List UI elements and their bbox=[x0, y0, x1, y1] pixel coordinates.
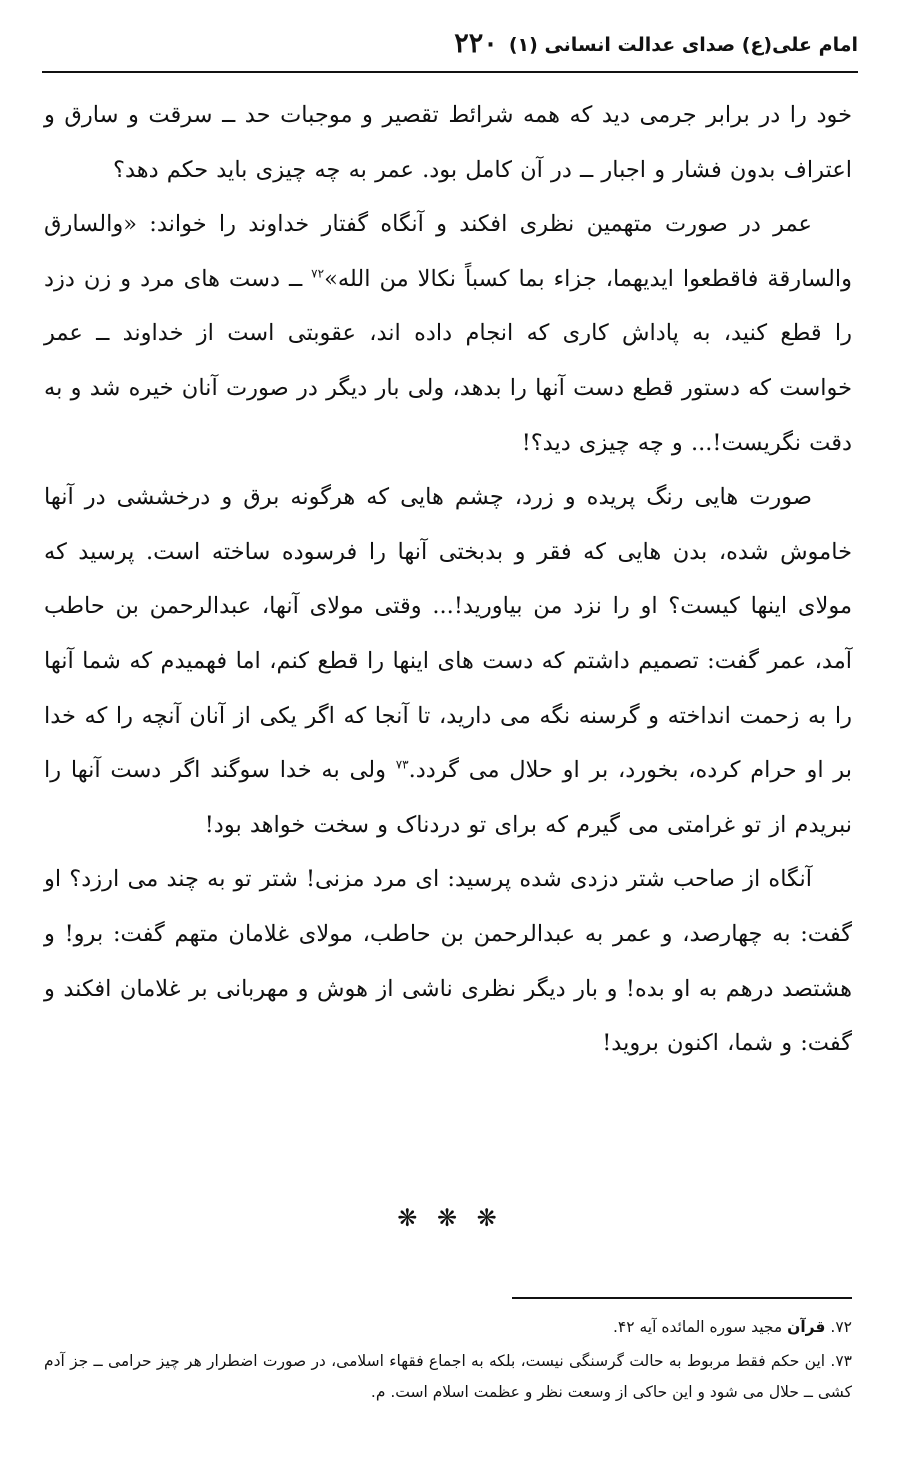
footnote-72-text: مجید سوره المائده آیه ۴۲. bbox=[612, 1318, 788, 1336]
paragraph-3-text-end: ولی به خدا سوگند اگر دست آنها را نبریدم از تو غرامتی می گیرم که برای تو دردناک و سخت خواهد بود! bbox=[44, 757, 852, 838]
paragraph-2-text-start: عمر در صورت متهمین نظری افکند و آنگاه گفتار خداوند را خواند: «والسارق والسارقة فاقطعوا ایدیهما، جزاء بما کسباً نکالا من الله» bbox=[44, 211, 852, 292]
footnotes bbox=[44, 1312, 852, 1411]
paragraph-4 bbox=[44, 852, 852, 1070]
footnote-72 bbox=[44, 1312, 852, 1343]
footnote-73-number: ۷۳. bbox=[830, 1352, 852, 1370]
main-text bbox=[44, 88, 852, 1071]
footnote-ref-73: ۷۳ bbox=[395, 757, 409, 772]
running-title: امام علی(ع) صدای عدالت انسانی (۱) bbox=[508, 34, 858, 56]
paragraph-2 bbox=[44, 197, 852, 470]
footnote-rule bbox=[512, 1297, 852, 1299]
paragraph-4-text: آنگاه از صاحب شتر دزدی شده پرسید: ای مرد مزنی! شتر تو به چند می ارزد؟ او گفت: به چهارصد، و عمر به عبدالرحمن بن حاطب، مولای غلامان متهم گفت: برو! و هشتصد درهم به او بده! و بار دیگر نظری ناشی از هوش و مهربانی بر غلامان افکند و گفت: و شما، اکنون بروید! bbox=[44, 866, 852, 1057]
running-head bbox=[42, 28, 858, 68]
header-rule bbox=[42, 71, 858, 73]
paragraph-1 bbox=[44, 88, 852, 197]
page-number: ۲۲۰ bbox=[454, 28, 498, 59]
paragraph-3 bbox=[44, 470, 852, 852]
footnote-73-text: این حکم فقط مربوط به حالت گرسنگی نیست، بلکه به اجماع فقهاء اسلامی، در صورت اضطرار هر چیز حرامی ــ جز آدم کشی ــ حلال می شود و این حاکی از وسعت نظر و عظمت اسلام است. م. bbox=[44, 1352, 852, 1401]
footnote-72-bold: قرآن bbox=[787, 1318, 826, 1336]
footnote-73 bbox=[44, 1346, 852, 1408]
paragraph-3-text-start: صورت هایی رنگ پریده و زرد، چشم هایی که هرگونه برق و درخششی در آنها خاموش شده، بدن هایی که فقر و بدبختی آنها را فرسوده ساخته است. پرسید که مولای اینها کیست؟ او را نزد من بیاورید!... وقتی مولای آنها، عبدالرحمن بن حاطب آمد، عمر گفت: تصمیم داشتم که دست های اینها را قطع کنم، اما فهمیدم که شما آنها را به زحمت انداخته و گرسنه نگه می دارید، تا آنجا که اگر یکی از آنان آنچه را که خدا بر او حرام کرده، بخورد، بر او حلال می گردد. bbox=[44, 484, 852, 784]
paragraph-1-text: خود را در برابر جرمی دید که همه شرائط تقصیر و موجبات حد ــ سرقت و سارق و اعتراف بدون فشار و اجبار ــ در آن کامل بود. عمر به چه چیزی باید حکم دهد؟ bbox=[44, 102, 852, 183]
paragraph-2-text-end: ــ دست های مرد و زن دزد را قطع کنید، به پاداش کاری که انجام داده اند، عقوبتی است از خداوند ــ عمر خواست که دستور قطع دست آنها را بدهد، ولی بار دیگر در صورت آنان خیره شد و به دقت نگریست!... و چه چیزی دید؟! bbox=[44, 265, 852, 456]
section-separator: ❋ ❋ ❋ bbox=[397, 1204, 503, 1232]
footnote-72-number: ۷۲. bbox=[830, 1318, 852, 1336]
footnote-ref-72: ۷۲ bbox=[311, 266, 325, 281]
